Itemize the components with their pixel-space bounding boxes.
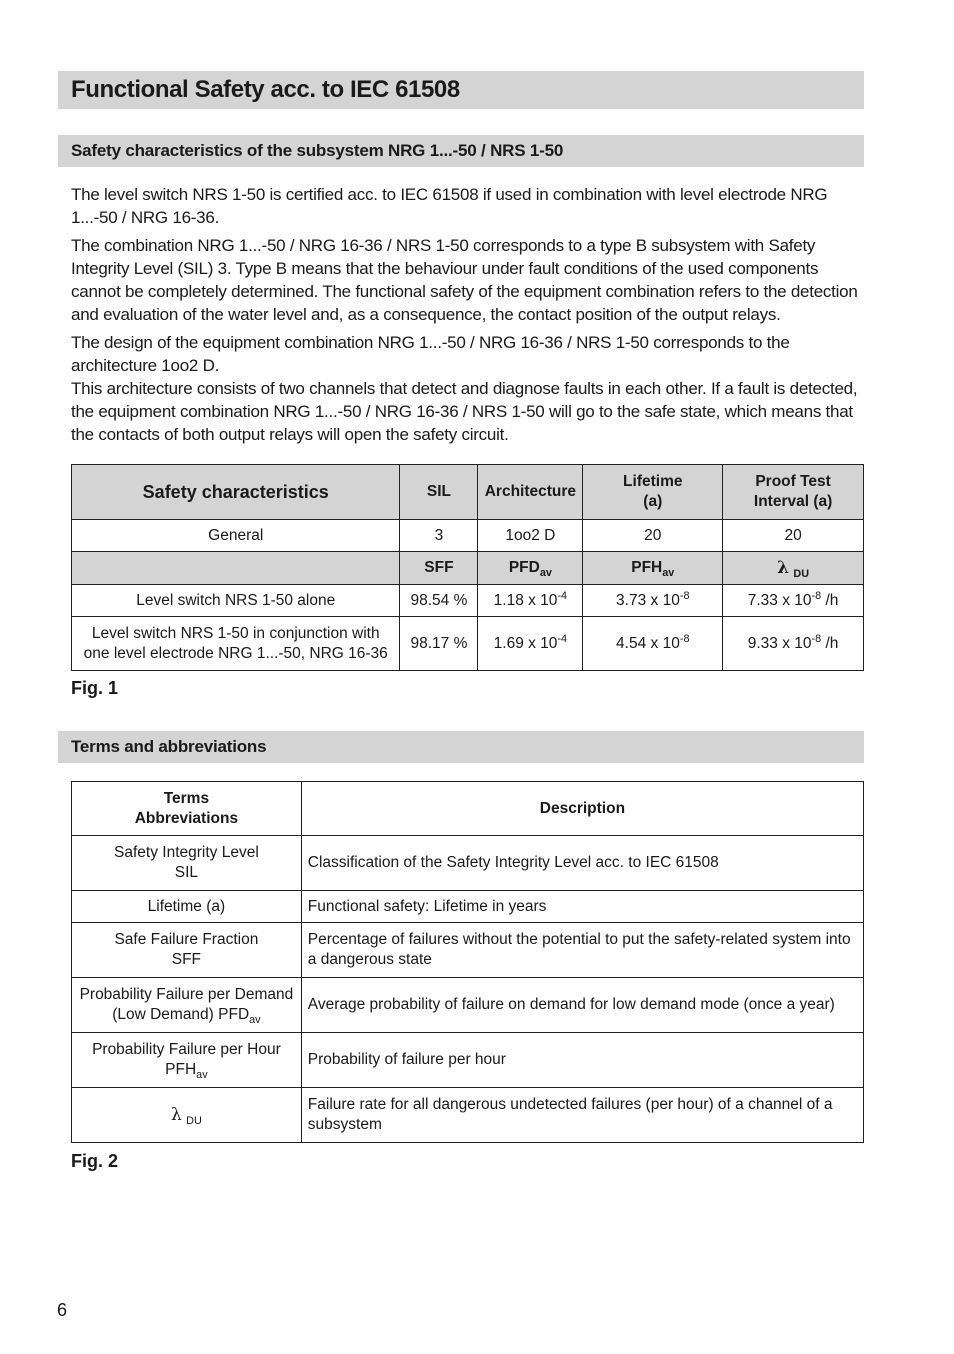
cell-row1-pfd: 1.18 x $10^{-4}$ <box>478 585 583 617</box>
cell-row2-lambda: 9.33 x $10^{-8}$ /h <box>723 617 864 671</box>
table-row-switch-alone <box>72 585 864 617</box>
table-row <box>72 891 864 923</box>
cell-row1-pfh: 3.73 x $10^{-8}$ <box>583 585 723 617</box>
term-cell: Probability Failure per Hour $PFH_{av}$ <box>72 1033 302 1088</box>
table-row <box>72 923 864 978</box>
header-lifetime-line1: Lifetime <box>623 473 683 490</box>
description-cell: Percentage of failures without the potential to put the safety-related system into a dangerous state <box>301 923 863 978</box>
cell-row1-lambda: 7.33 x $10^{-8}$ /h <box>723 585 864 617</box>
term-cell: Safe Failure Fraction SFF <box>72 923 302 978</box>
figure-caption-1: Fig. 1 <box>71 678 119 698</box>
term-cell: Safety Integrity Level SIL <box>72 836 302 891</box>
header-sil: SIL <box>400 465 478 520</box>
header-terms: Terms Abbreviations <box>72 782 302 836</box>
subheader-empty <box>72 552 400 585</box>
subheader-pfh: $PFH_{av}$ <box>583 552 723 585</box>
description-cell: Classification of the Safety Integrity Level acc. to IEC 61508 <box>301 836 863 891</box>
term-cell: λ $_{DU}$ <box>72 1088 302 1143</box>
table-header-row <box>72 465 864 520</box>
description-cell: Functional safety: Lifetime in years <box>301 891 863 923</box>
table-row <box>72 836 864 891</box>
cell-general-architecture: 1oo2 D <box>478 520 583 552</box>
intro-text <box>71 183 867 446</box>
description-cell: Probability of failure per hour <box>301 1033 863 1088</box>
header-architecture: Architecture <box>478 465 583 520</box>
terms-header-row <box>72 782 864 836</box>
term-cell: Probability Failure per Demand (Low Demand) $PFD_{av}$ <box>72 978 302 1033</box>
table-row <box>72 1088 864 1143</box>
subheader-sff: SFF <box>400 552 478 585</box>
paragraph-architecture: The design of the equipment combination NRG 1...-50 / NRG 16-36 / NRS 1-50 corresponds to the architecture 1oo2 D. <box>71 333 790 375</box>
header-proof-test <box>723 465 864 520</box>
cell-row2-sff: 98.17 % <box>400 617 478 671</box>
table-row <box>72 1033 864 1088</box>
safety-characteristics-table <box>71 464 864 671</box>
description-cell: Average probability of failure on demand for low demand mode (once a year) <box>301 978 863 1033</box>
cell-general-lifetime: 20 <box>583 520 723 552</box>
cell-general-proof-test: 20 <box>723 520 864 552</box>
table-row-general <box>72 520 864 552</box>
header-proof-test-line1: Proof Test <box>755 473 831 490</box>
subheader-lambda: λ $_{DU}$ <box>723 552 864 585</box>
section-heading-safety-characteristics: Safety characteristics of the subsystem NRG 1...-50 / NRS 1-50 <box>58 135 864 167</box>
description-cell: Failure rate for all dangerous undetected failures (per hour) of a channel of a subsystem <box>301 1088 863 1143</box>
paragraph-channels: This architecture consists of two channels that detect and diagnose faults in each other. If a fault is detected, the equipment combination NRG 1...-50 / NRG 16-36 / NRS 1-50 will go to the safe state, which means that the contacts of both output relays will open the safety circuit. <box>71 379 858 444</box>
page-title: Functional Safety acc. to IEC 61508 <box>58 71 864 109</box>
header-safety-characteristics: Safety characteristics <box>72 465 400 520</box>
figure-caption-2: Fig. 2 <box>71 1151 119 1171</box>
lambda-symbol: λ <box>171 1104 182 1125</box>
lambda-symbol: λ <box>777 557 790 578</box>
paragraph-type-b: The combination NRG 1...-50 / NRG 16-36 / NRS 1-50 corresponds to a type B subsystem with Safety Integrity Level (SIL) 3. Type B means that the behaviour under fault conditions of the used components cannot be completely determined. The functional safety of the equipment combination refers to the detection and evaluation of the water level and, as a consequence, the contact position of the output relays. <box>71 236 858 324</box>
header-proof-test-line2: Interval (a) <box>753 493 833 510</box>
section-heading-terms: Terms and abbreviations <box>58 731 864 763</box>
term-cell: Lifetime (a) <box>72 891 302 923</box>
cell-row1-label: Level switch NRS 1-50 alone <box>72 585 400 617</box>
paragraph-certification: The level switch NRS 1-50 is certified acc. to IEC 61508 if used in combination with level electrode NRG 1...-50 / NRG 16-36. <box>71 185 828 227</box>
cell-general-sil: 3 <box>400 520 478 552</box>
terms-table <box>71 781 864 1143</box>
header-lifetime-line2: (a) <box>643 493 663 510</box>
table-subheader-row <box>72 552 864 585</box>
cell-row2-pfh: 4.54 x $10^{-8}$ <box>583 617 723 671</box>
cell-row2-pfd: 1.69 x $10^{-4}$ <box>478 617 583 671</box>
header-description: Description <box>301 782 863 836</box>
cell-row2-label: Level switch NRS 1-50 in conjunction with one level electrode NRG 1...-50, NRG 16-36 <box>72 617 400 671</box>
subheader-pfd: $PFD_{av}$ <box>478 552 583 585</box>
cell-general-label: General <box>72 520 400 552</box>
header-lifetime <box>583 465 723 520</box>
table-row <box>72 978 864 1033</box>
cell-row1-sff: 98.54 % <box>400 585 478 617</box>
page-number: 6 <box>57 1300 68 1320</box>
table-row-switch-with-electrode <box>72 617 864 671</box>
